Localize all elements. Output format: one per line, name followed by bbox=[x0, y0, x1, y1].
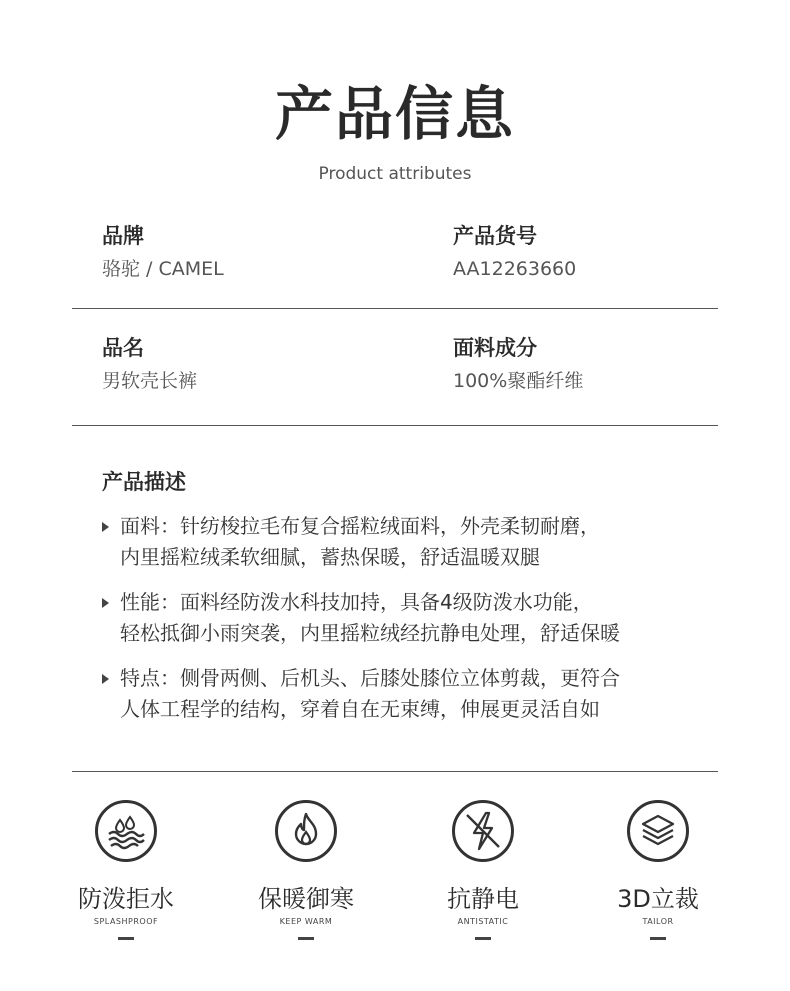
feature-subtitle: KEEP WARM bbox=[279, 917, 333, 926]
feature-name: 防泼拒水 bbox=[78, 885, 174, 913]
flame-icon bbox=[275, 800, 337, 862]
description-line: 特点：侧骨两侧、后机头、后膝处膝位立体剪裁，更符合 bbox=[120, 666, 620, 690]
attr-label: 品牌 bbox=[102, 224, 144, 248]
bullet-triangle-icon bbox=[102, 674, 109, 684]
feature-name: 保暖御寒 bbox=[258, 885, 354, 913]
attr-fabric bbox=[453, 334, 583, 394]
description-line: 性能：面料经防泼水科技加持，具备4级防泼水功能， bbox=[120, 590, 593, 614]
description-item bbox=[102, 587, 620, 649]
attr-item-number bbox=[453, 222, 576, 282]
page-subtitle: Product attributes bbox=[318, 164, 472, 184]
water-drop-waves-icon bbox=[95, 800, 157, 862]
bullet-triangle-icon bbox=[102, 522, 109, 532]
divider bbox=[72, 308, 718, 309]
description-item bbox=[102, 511, 600, 573]
feature-underline bbox=[475, 937, 491, 940]
feature-keep-warm bbox=[216, 800, 396, 940]
feature-subtitle: SPLASHPROOF bbox=[93, 917, 159, 926]
feature-underline bbox=[650, 937, 666, 940]
attr-value: 男软壳长裤 bbox=[102, 370, 198, 392]
divider bbox=[72, 771, 718, 772]
feature-underline bbox=[298, 937, 314, 940]
attr-label: 品名 bbox=[102, 336, 144, 360]
divider bbox=[72, 425, 718, 426]
feature-antistatic bbox=[393, 800, 573, 940]
layers-icon bbox=[627, 800, 689, 862]
attr-label: 产品货号 bbox=[453, 224, 537, 248]
feature-name: 3D立裁 bbox=[617, 885, 699, 913]
description-line: 面料：针纺梭拉毛布复合摇粒绒面料，外壳柔韧耐磨， bbox=[120, 514, 600, 538]
attr-value: AA12263660 bbox=[453, 258, 577, 280]
attr-value: 骆驼 / CAMEL bbox=[102, 258, 224, 280]
feature-subtitle: ANTISTATIC bbox=[457, 917, 509, 926]
feature-3d-tailor bbox=[568, 800, 748, 940]
lightning-icon bbox=[452, 800, 514, 862]
feature-underline bbox=[118, 937, 134, 940]
attr-label: 面料成分 bbox=[453, 336, 537, 360]
attr-product-name bbox=[102, 334, 197, 394]
attr-value: 100%聚酯纤维 bbox=[453, 370, 584, 392]
feature-name: 抗静电 bbox=[447, 885, 519, 913]
bullet-triangle-icon bbox=[102, 598, 109, 608]
description-item bbox=[102, 663, 620, 725]
description-line: 人体工程学的结构，穿着自在无束缚，伸展更灵活自如 bbox=[120, 697, 600, 721]
description-title: 产品描述 bbox=[102, 470, 186, 494]
description-line: 轻松抵御小雨突袭，内里摇粒绒经抗静电处理，舒适保暖 bbox=[120, 621, 620, 645]
page-title: 产品信息 bbox=[274, 80, 515, 148]
description-line: 内里摇粒绒柔软细腻，蓄热保暖，舒适温暖双腿 bbox=[120, 545, 540, 569]
feature-splashproof bbox=[36, 800, 216, 940]
feature-subtitle: TAILOR bbox=[642, 917, 674, 926]
attr-brand bbox=[102, 222, 224, 282]
